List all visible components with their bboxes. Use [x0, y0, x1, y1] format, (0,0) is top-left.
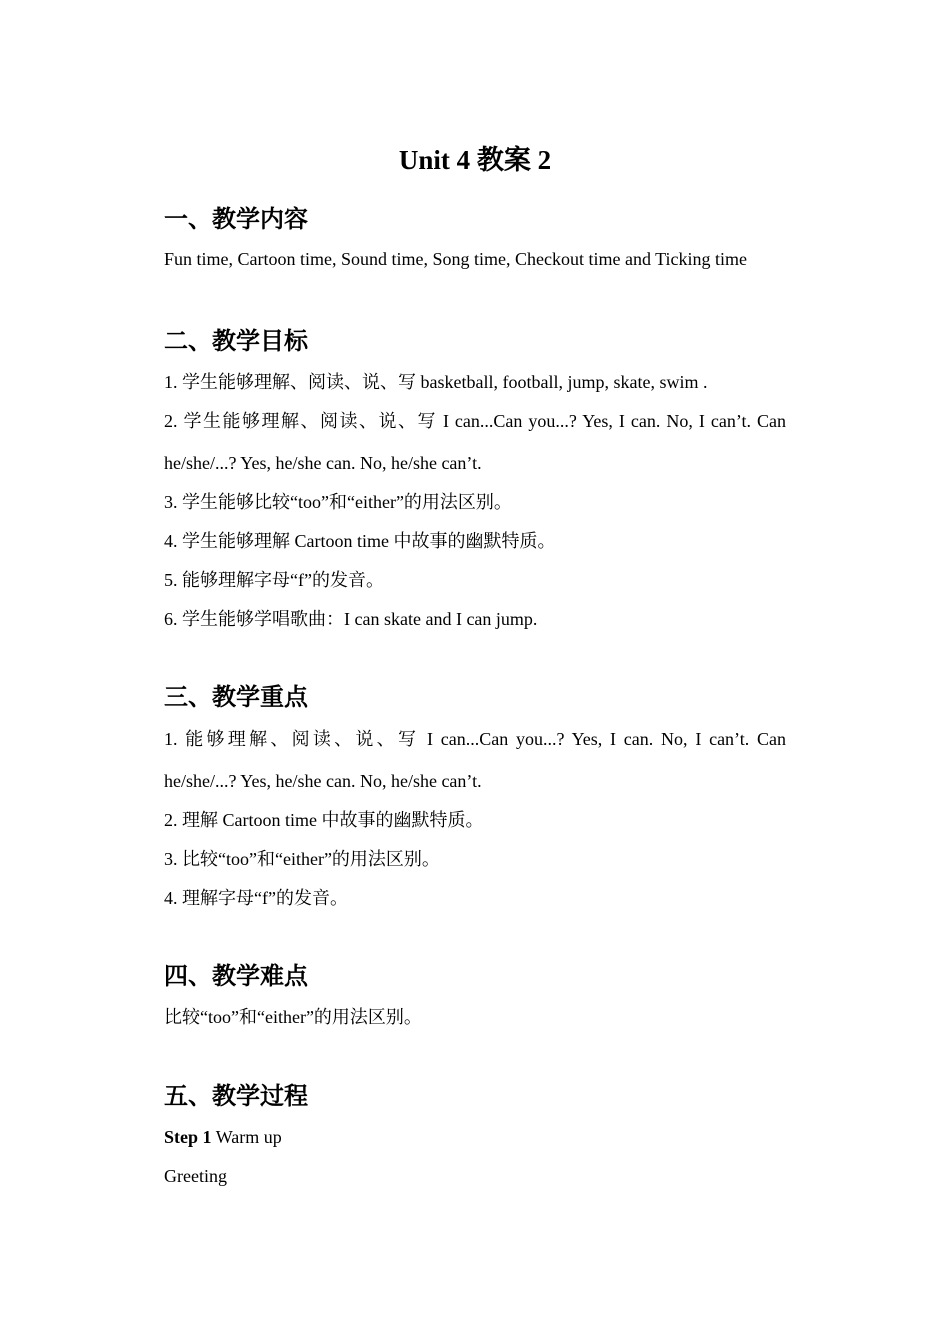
key-point-item-continuation: he/she/...? Yes, he/she can. No, he/she can’t. — [164, 771, 482, 791]
greeting-text: Greeting — [164, 1166, 227, 1186]
difficulty-text: 比较“too”和“either”的用法区别。 — [164, 1007, 422, 1027]
key-point-item: 1. 能够理解、阅读、说、写 I can...Can you...? Yes, I can. No, I can’t. Can — [164, 729, 786, 749]
key-point-item: 2. 理解 Cartoon time 中故事的幽默特质。 — [164, 810, 484, 830]
goal-item: 2. 学生能够理解、阅读、说、写 I can...Can you...? Yes, I can. No, I can’t. Can — [164, 411, 786, 431]
goal-item: 1. 学生能够理解、阅读、说、写 basketball, football, jump, skate, swim . — [164, 372, 708, 392]
key-point-item: 4. 理解字母“f”的发音。 — [164, 888, 348, 908]
step-line — [164, 1124, 786, 1150]
goal-item: 6. 学生能够学唱歌曲：I can skate and I can jump. — [164, 609, 538, 629]
section-heading-goals: 二、教学目标 — [164, 326, 308, 355]
content-text: Fun time, Cartoon time, Sound time, Song time, Checkout time and Ticking time — [164, 249, 747, 269]
section-heading-content: 一、教学内容 — [164, 204, 308, 233]
key-point-item: 3. 比较“too”和“either”的用法区别。 — [164, 849, 440, 869]
goal-item: 3. 学生能够比较“too”和“either”的用法区别。 — [164, 492, 512, 512]
section-heading-key-points: 三、教学重点 — [164, 682, 308, 711]
goal-item: 5. 能够理解字母“f”的发音。 — [164, 570, 384, 590]
goal-item: 4. 学生能够理解 Cartoon time 中故事的幽默特质。 — [164, 531, 556, 551]
page-title: Unit 4 教案 2 — [398, 145, 552, 175]
step-title: Warm up — [211, 1127, 282, 1147]
step-label: Step 1 — [164, 1127, 212, 1147]
goal-item-continuation: he/she/...? Yes, he/she can. No, he/she can’t. — [164, 453, 482, 473]
section-heading-difficulties: 四、教学难点 — [164, 961, 308, 990]
section-heading-process: 五、教学过程 — [164, 1081, 308, 1110]
